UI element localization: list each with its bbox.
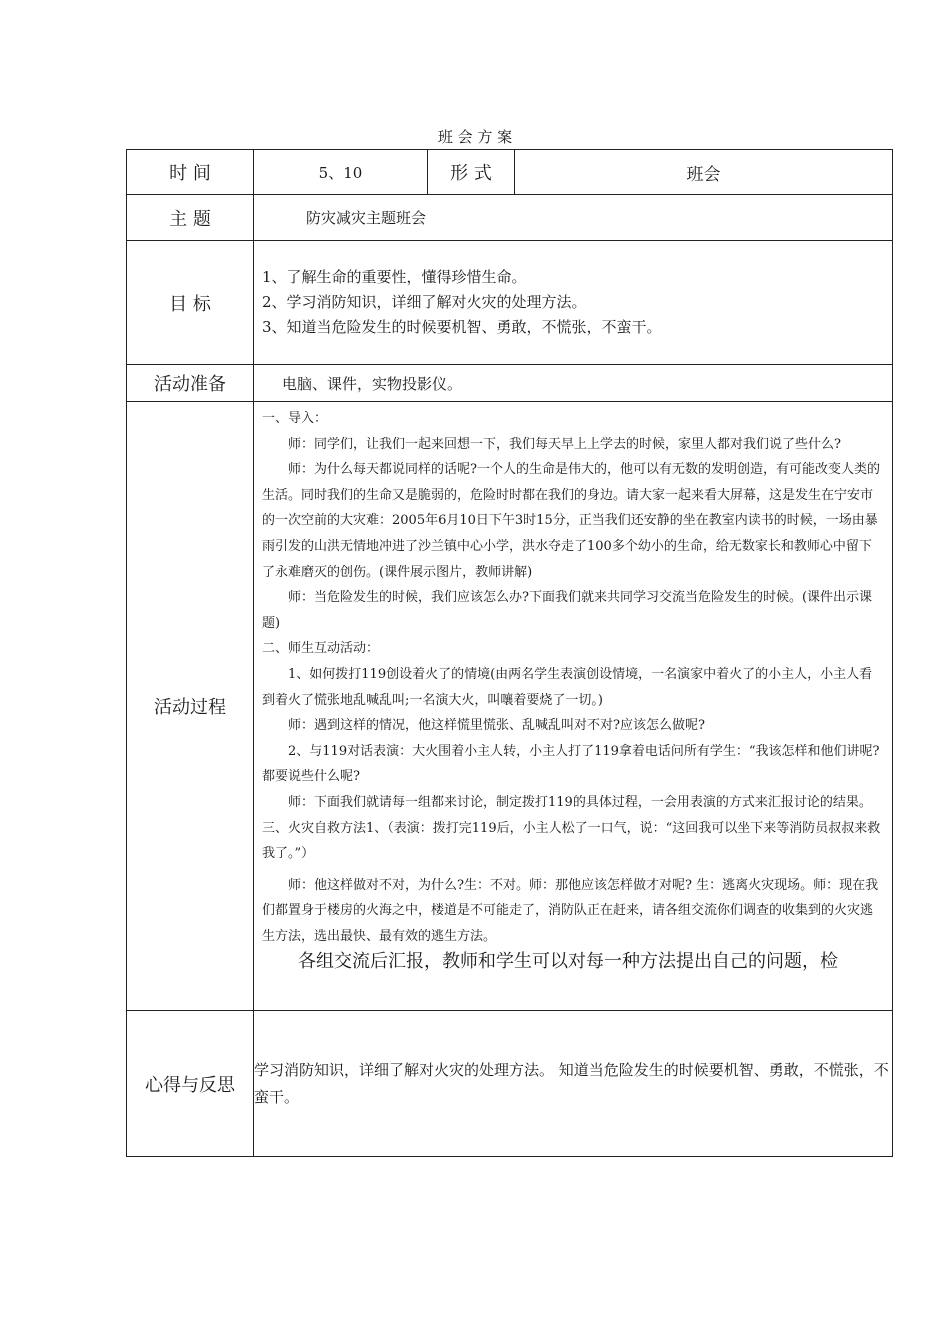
process-paragraph: 1、如何拨打119创设着火了的情境(由两名学生表演创设情境，一名演家中着火了的小主人，小主人看到着火了慌张地乱喊乱叫;一名演大火，叫嚷着要烧了一切。) [262, 666, 873, 708]
goal-line-3: 3、知道当危险发生的时候要机智、勇敢，不慌张，不蛮干。 [262, 318, 662, 336]
process-paragraph: 师：同学们，让我们一起来回想一下，我们每天早上上学去的时候，家里人都对我们说了些什么? [288, 436, 841, 452]
process-label: 活动过程 [127, 402, 254, 1011]
prep-value: 电脑、课件，实物投影仪。 [254, 365, 893, 402]
process-cell [254, 402, 893, 1011]
process-paragraph: 师：下面我们就请每一组都来讨论，制定拨打119的具体过程，一会用表演的方式来汇报讨论的结果。 [288, 794, 872, 810]
prep-row [127, 365, 893, 402]
theme-value: 防灾减灾主题班会 [254, 195, 893, 241]
reflection-label: 心得与反思 [127, 1011, 254, 1157]
process-paragraph: 师：为什么每天都说同样的话呢?一个人的生命是伟大的，他可以有无数的发明创造，有可能改变人类的生活。同时我们的生命又是脆弱的，危险时时都在我们的身边。请大家一起来看大屏幕，这是发生在宁安市的一次空前的大灾难：2005年6月10日下午3时15分，正当我们还安静的坐在教室内读书的时候，一场由暴雨引发的山洪无情地冲进了沙兰镇中心小学，洪水夺走了100多个幼小的生命，给无数家长和教师心中留下了永难磨灭的创伤。(课件展示图片，教师讲解) [262, 462, 880, 580]
reflection-value: 学习消防知识，详细了解对火灾的处理方法。 知道当危险发生的时候要机智、勇敢，不慌张，不蛮干。 [254, 1011, 893, 1157]
process-paragraph: 师：他这样做对不对，为什么?生：不对。师：那他应该怎样做才对呢? 生：逃离火灾现场。师：现在我们都置身于楼房的火海之中，楼道是不可能走了，消防队正在赶来，请各组交流你们调查的收集到的火灾逃生方法，选出最快、最有效的逃生方法。 [262, 877, 879, 944]
theme-label: 主 题 [127, 195, 254, 241]
process-paragraph: 一、导入： [262, 411, 328, 426]
goal-label: 目 标 [127, 241, 254, 365]
process-paragraph: 师：遇到这样的情况，他这样慌里慌张、乱喊乱叫对不对?应该怎么做呢? [288, 718, 705, 734]
goal-line-2: 2、学习消防知识，详细了解对火灾的处理方法。 [262, 293, 587, 311]
process-row [127, 402, 893, 1011]
form-label: 形 式 [428, 150, 515, 195]
goal-cell [254, 241, 893, 365]
time-row [127, 150, 893, 195]
process-paragraph: 二、师生互动活动： [262, 641, 380, 657]
class-meeting-plan-table [126, 149, 893, 1157]
goal-line-1: 1、了解生命的重要性，懂得珍惜生命。 [262, 268, 527, 286]
form-value: 班会 [515, 150, 893, 195]
process-paragraph: 各组交流后汇报，教师和学生可以对每一种方法提出自己的问题，检 [298, 951, 838, 973]
document-title: 班 会 方 案 [437, 128, 513, 146]
prep-label: 活动准备 [127, 365, 254, 402]
process-paragraph: 三、火灾自救方法1、（表演：拨打完119后，小主人松了一口气，说：“这回我可以坐下来等消防员叔叔来救我了。”） [262, 820, 881, 862]
time-label: 时 间 [127, 150, 254, 195]
time-value: 5、10 [254, 150, 428, 195]
reflection-row [127, 1011, 893, 1157]
process-paragraph: 师：当危险发生的时候，我们应该怎么办?下面我们就来共同学习交流当危险发生的时候。(课件出示课题) [262, 590, 873, 631]
goal-row [127, 241, 893, 365]
theme-row [127, 195, 893, 241]
process-paragraph: 2、与119对话表演：大火围着小主人转，小主人打了119拿着电话问所有学生：“我该怎样和他们讲呢?都要说些什么呢? [262, 743, 880, 785]
